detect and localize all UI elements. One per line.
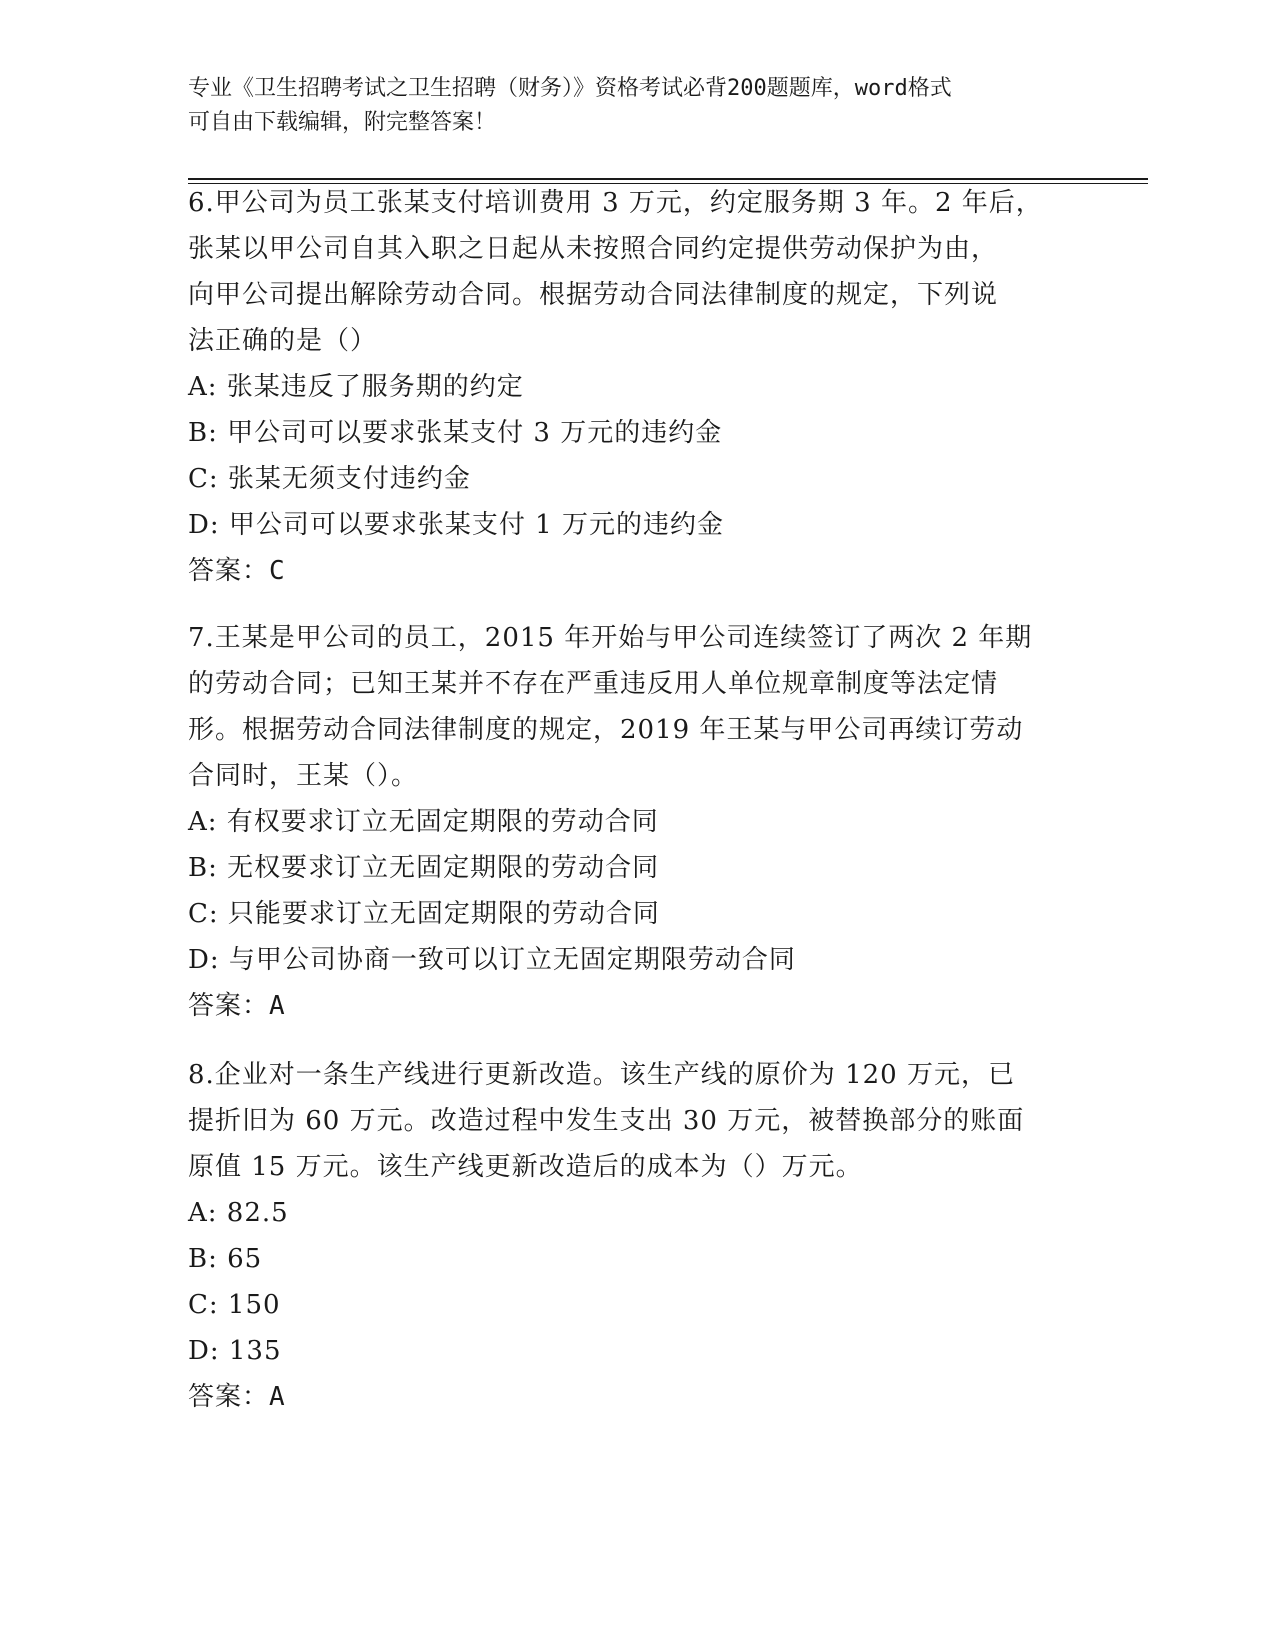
option-a: A: 张某违反了服务期的约定 [188, 372, 524, 402]
question-6 [188, 180, 1068, 594]
answer-line [188, 983, 1068, 1029]
option-a: A: 82.5 [188, 1198, 289, 1228]
option-c: C: 只能要求订立无固定期限的劳动合同 [188, 899, 660, 929]
option-a: A: 有权要求订立无固定期限的劳动合同 [188, 807, 659, 837]
answer-line [188, 1374, 1068, 1420]
answer-label: 答案： [188, 991, 270, 1021]
question-7 [188, 615, 1068, 1029]
answer-label: 答案： [188, 1382, 270, 1412]
question-text-line: 张某以甲公司自其入职之日起从未按照合同约定提供劳动保护为由， [188, 234, 999, 264]
option-c: C: 150 [188, 1290, 281, 1320]
option-d: D: 甲公司可以要求张某支付 1 万元的违约金 [188, 510, 724, 540]
question-text-line: 8.企业对一条生产线进行更新改造。该生产线的原价为 120 万元，已 [188, 1060, 1015, 1090]
option-b: B: 无权要求订立无固定期限的劳动合同 [188, 853, 660, 883]
question-text-line: 6.甲公司为员工张某支付培训费用 3 万元，约定服务期 3 年。2 年后， [188, 188, 1043, 218]
answer-value: A [269, 1382, 286, 1412]
question-text-line: 法正确的是（） [188, 326, 378, 356]
question-text-line: 原值 15 万元。该生产线更新改造后的成本为（）万元。 [188, 1152, 863, 1182]
question-text-line: 的劳动合同；已知王某并不存在严重违反用人单位规章制度等法定情 [188, 669, 999, 699]
question-text-line: 形。根据劳动合同法律制度的规定，2019 年王某与甲公司再续订劳动 [188, 715, 1024, 745]
answer-line [188, 548, 1068, 594]
option-c: C: 张某无须支付违约金 [188, 464, 471, 494]
option-b: B: 甲公司可以要求张某支付 3 万元的违约金 [188, 418, 723, 448]
question-text-line: 向甲公司提出解除劳动合同。根据劳动合同法律制度的规定，下列说 [188, 280, 999, 310]
option-d: D: 与甲公司协商一致可以订立无固定期限劳动合同 [188, 945, 796, 975]
question-text-line: 提折旧为 60 万元。改造过程中发生支出 30 万元，被替换部分的账面 [188, 1106, 1025, 1136]
option-b: B: 65 [188, 1244, 263, 1274]
document-header [188, 72, 1088, 140]
answer-label: 答案： [188, 556, 270, 586]
question-text-line: 7.王某是甲公司的员工，2015 年开始与甲公司连续签订了两次 2 年期 [188, 623, 1033, 653]
header-line-2: 可自由下载编辑，附完整答案！ [188, 110, 497, 135]
header-line-1: 专业《卫生招聘考试之卫生招聘（财务）》资格考试必背200题题库，word格式 [188, 76, 952, 101]
answer-value: C [269, 556, 286, 586]
question-text-line: 合同时，王某（）。 [188, 761, 419, 791]
answer-value: A [269, 991, 286, 1021]
option-d: D: 135 [188, 1336, 282, 1366]
question-8 [188, 1052, 1068, 1420]
